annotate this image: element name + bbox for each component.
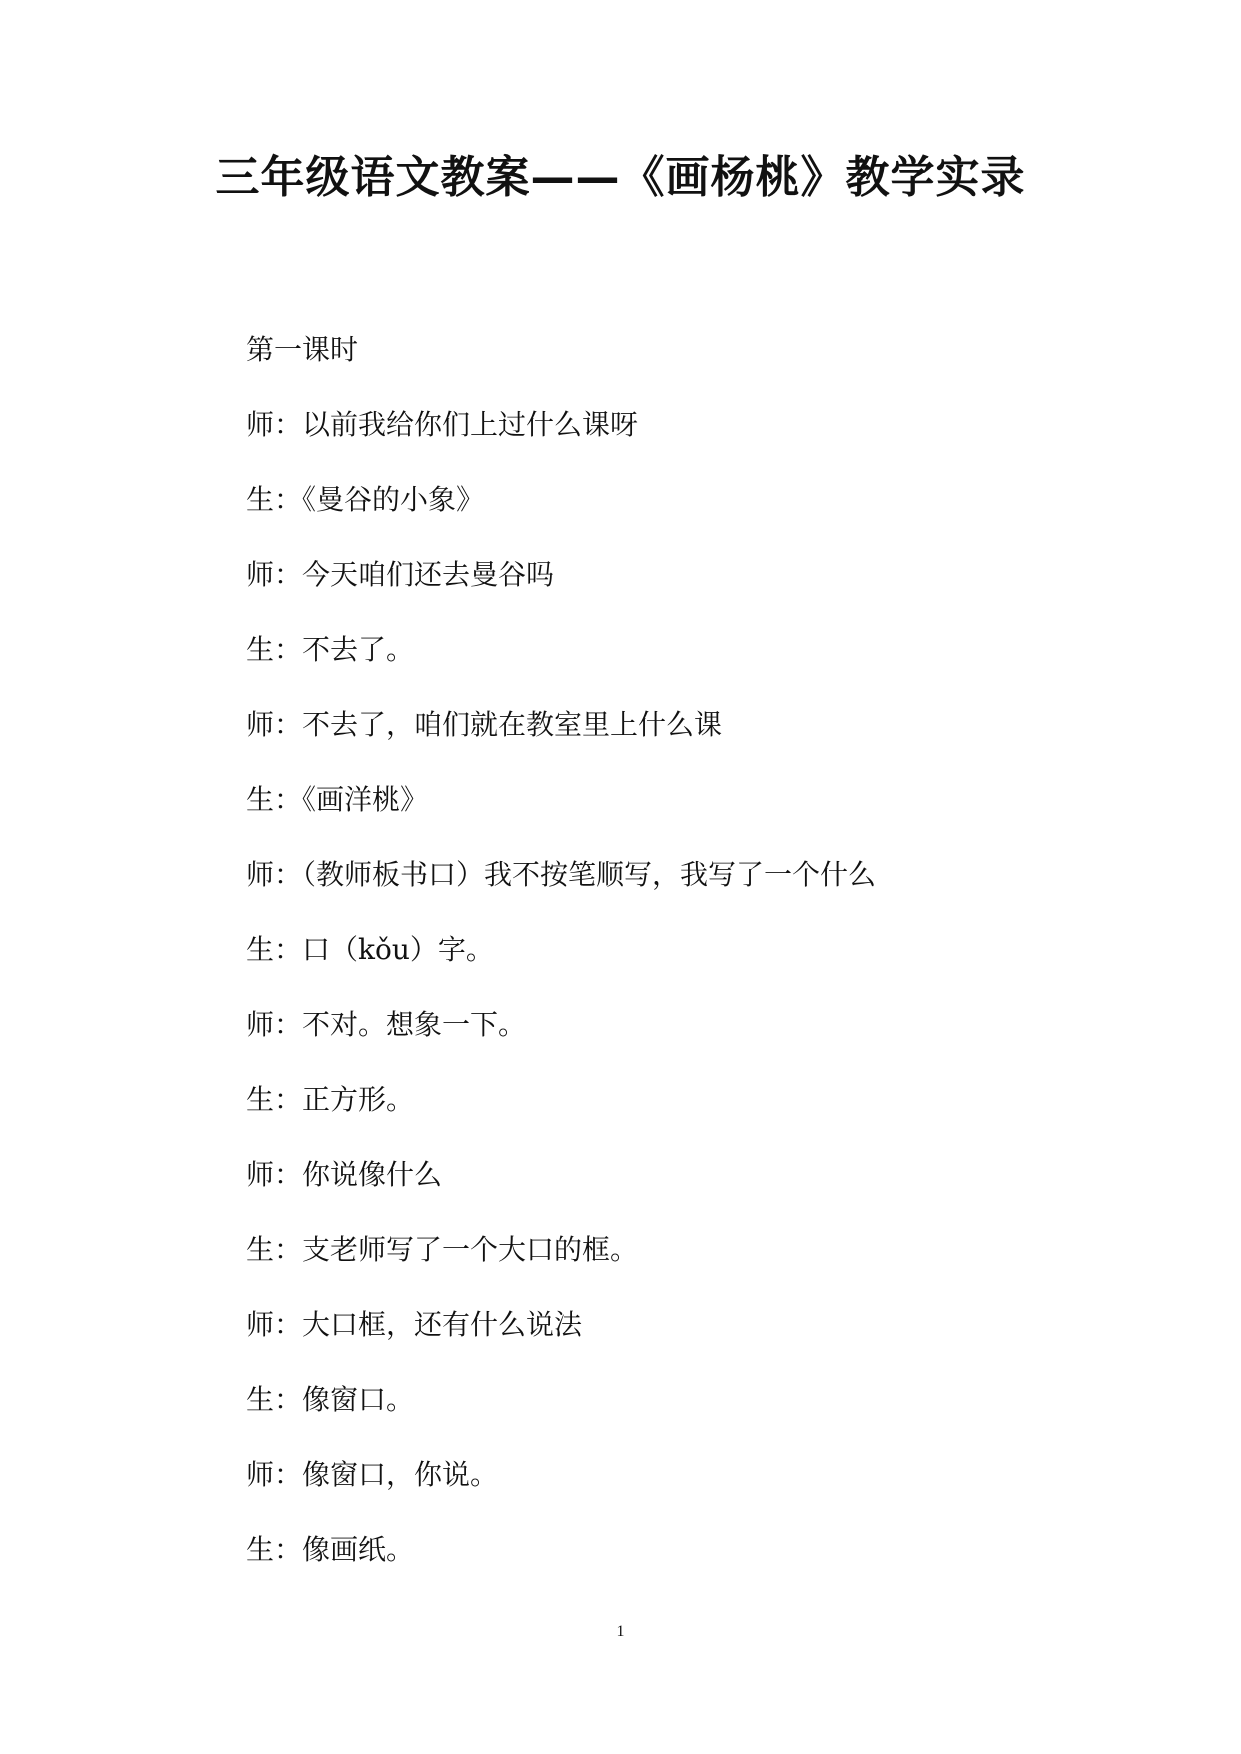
document-body — [246, 330, 1146, 1605]
paragraph: 生：不去了。 — [246, 633, 415, 666]
paragraph: 生：《画洋桃》 — [246, 783, 429, 816]
paragraph: 师：不对。想象一下。 — [246, 1008, 527, 1041]
paragraph: 生：像画纸。 — [246, 1533, 415, 1566]
document-title: 三年级语文教案——《画杨桃》教学实录 — [215, 152, 1026, 203]
paragraph: 师：你说像什么 — [246, 1158, 443, 1191]
paragraph: 生：支老师写了一个大口的框。 — [246, 1233, 639, 1266]
paragraph: 师：（教师板书口）我不按笔顺写，我写了一个什么 — [246, 858, 877, 891]
paragraph: 生：口（kǒu）字。 — [246, 933, 494, 966]
page-number: 1 — [616, 1623, 625, 1640]
paragraph: 师：以前我给你们上过什么课呀 — [246, 408, 639, 441]
paragraph: 生：像窗口。 — [246, 1383, 415, 1416]
paragraph: 生：正方形。 — [246, 1083, 415, 1116]
paragraph: 第一课时 — [246, 333, 359, 366]
paragraph: 生：《曼谷的小象》 — [246, 483, 485, 516]
paragraph: 师：大口框，还有什么说法 — [246, 1308, 583, 1341]
paragraph: 师：不去了，咱们就在教室里上什么课 — [246, 708, 723, 741]
paragraph: 师：今天咱们还去曼谷吗 — [246, 558, 555, 591]
paragraph: 师：像窗口，你说。 — [246, 1458, 499, 1491]
